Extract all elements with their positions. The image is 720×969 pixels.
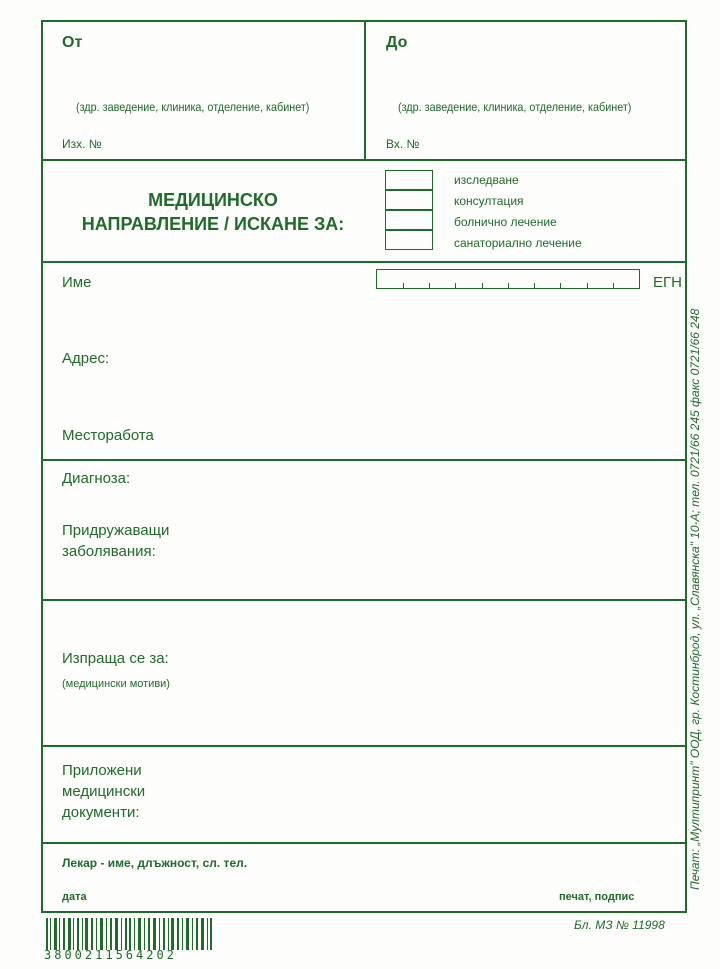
option-consultation: консултация <box>454 194 524 208</box>
divider-header <box>43 159 685 161</box>
option-hospital-treatment: болнично лечение <box>454 215 557 229</box>
divider-sent-for <box>43 745 685 747</box>
name-label: Име <box>62 274 92 291</box>
option-sanatorium-treatment: санаториално лечение <box>454 236 582 250</box>
referral-form <box>41 20 687 913</box>
option-examination: изследване <box>454 173 519 187</box>
sent-for-label: Изпраща се за: <box>62 650 169 667</box>
to-institution-hint: (здр. заведение, клиника, отделение, кабинет) <box>398 100 632 114</box>
divider-attached <box>43 842 685 844</box>
checkbox-examination[interactable] <box>385 170 433 190</box>
checkbox-hospital-treatment[interactable] <box>385 210 433 230</box>
outgoing-number-label: Изх. № <box>62 137 102 151</box>
doctor-label: Лекар - име, длъжност, сл. тел. <box>62 856 248 870</box>
referral-title-line1: МЕДИЦИНСКО <box>148 190 278 210</box>
date-label: дата <box>62 891 87 903</box>
divider-referral <box>43 261 685 263</box>
from-institution-hint: (здр. заведение, клиника, отделение, кабинет) <box>76 100 310 114</box>
stamp-signature-label: печат, подпис <box>559 891 635 903</box>
barcode-number: 3800211564202 <box>44 948 177 962</box>
barcode <box>44 918 214 950</box>
form-number: Бл. МЗ № 11998 <box>574 918 665 932</box>
checkbox-consultation[interactable] <box>385 190 433 210</box>
workplace-label: Месторабота <box>62 427 154 444</box>
from-label: От <box>62 34 83 51</box>
referral-title-line2: НАПРАВЛЕНИЕ / ИСКАНЕ ЗА: <box>81 214 345 234</box>
to-label: До <box>386 34 408 51</box>
incoming-number-label: Вх. № <box>386 137 420 151</box>
printer-info: Печат: „Мултипринт" ООД, гр. Костинброд, ул. „Славянска" 10-А; тел. 0721/66 245 факс 0721/66 248 <box>688 308 702 890</box>
divider-from-to <box>364 22 366 159</box>
accompanying-diseases-label: Придружаващи заболявания: <box>62 522 170 560</box>
egn-field[interactable] <box>376 269 640 289</box>
divider-diagnosis <box>43 599 685 601</box>
referral-title <box>63 188 363 236</box>
egn-label: ЕГН <box>653 274 682 291</box>
checkbox-sanatorium-treatment[interactable] <box>385 230 433 250</box>
diagnosis-label: Диагноза: <box>62 470 131 487</box>
divider-patient <box>43 459 685 461</box>
address-label: Адрес: <box>62 350 110 367</box>
attached-documents-label: Приложени медицински документи: <box>62 762 146 821</box>
sent-for-hint: (медицински мотиви) <box>62 678 170 690</box>
